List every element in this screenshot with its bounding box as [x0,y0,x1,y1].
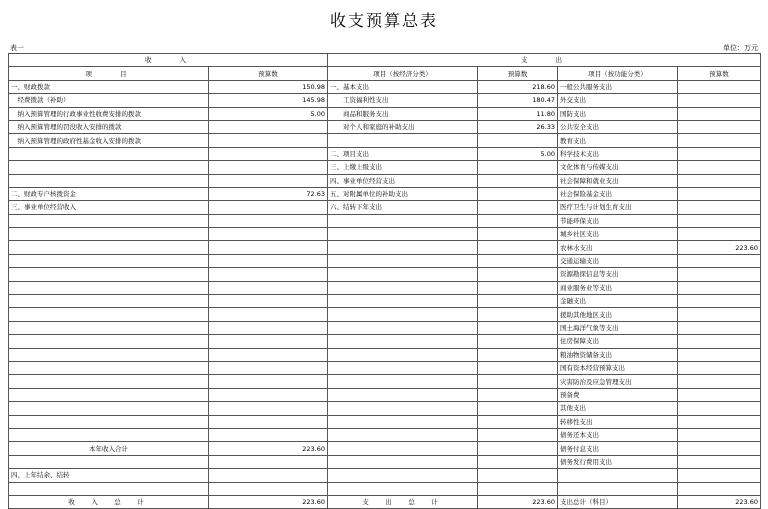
income-budget-cell: 72.63 [209,187,328,200]
func-item-cell: 外交支出 [558,94,678,107]
econ-item-cell [328,361,478,374]
econ-item-cell [328,455,478,468]
func-budget-cell [678,375,761,388]
econ-budget-cell [478,375,558,388]
func-budget-cell [678,214,761,227]
func-budget-cell [678,201,761,214]
income-budget-cell [209,147,328,160]
table-row [9,482,761,495]
econ-item-cell: 商品和服务支出 [328,107,478,120]
income-item-cell [9,415,209,428]
econ-budget-cell [478,214,558,227]
econ-item-cell: 对个人和家庭的补助支出 [328,120,478,133]
econ-item-cell [328,442,478,455]
func-item-cell: 教育支出 [558,134,678,147]
table-row [9,94,761,107]
func-item-cell: 住房保障支出 [558,335,678,348]
func-budget-cell [678,415,761,428]
func-item-cell: 援助其他地区支出 [558,308,678,321]
income-item-cell: 收 入 总 计 [9,495,209,508]
econ-budget-cell [478,174,558,187]
econ-item-cell [328,295,478,308]
func-budget-cell [678,268,761,281]
income-budget-cell [209,214,328,227]
table-row [9,335,761,348]
econ-budget-cell [478,254,558,267]
econ-item-cell: 工资福利性支出 [328,94,478,107]
econ-item-cell [328,469,478,482]
income-budget-cell: 223.60 [209,442,328,455]
func-item-cell: 国土海洋气象等支出 [558,321,678,334]
func-budget-cell [678,107,761,120]
func-budget-cell [678,254,761,267]
econ-item-cell [328,214,478,227]
table-row [9,428,761,441]
table-row [9,455,761,468]
table-row [9,107,761,120]
econ-item-cell [328,402,478,415]
table-row [9,174,761,187]
func-budget-cell [678,281,761,294]
econ-budget-cell [478,308,558,321]
func-item-cell: 农林水支出 [558,241,678,254]
income-budget-cell [209,415,328,428]
income-budget-cell [209,455,328,468]
econ-item-cell: 五、对附属单位的补助支出 [328,187,478,200]
table-row [9,214,761,227]
income-budget-cell [209,482,328,495]
income-item-cell [9,161,209,174]
header-row-1 [9,54,761,67]
income-item-cell [9,428,209,441]
func-budget-cell [678,388,761,401]
income-budget-cell [209,241,328,254]
econ-budget-cell [478,415,558,428]
income-item-cell [9,147,209,160]
econ-budget-cell [478,469,558,482]
func-budget-cell [678,228,761,241]
income-budget-cell [209,321,328,334]
econ-item-cell [328,254,478,267]
table-row [9,134,761,147]
income-item-cell: 二、财政专户核拨资金 [9,187,209,200]
func-budget-cell: 223.60 [678,495,761,508]
func-budget-cell [678,174,761,187]
func-item-cell: 资源勘探信息等支出 [558,268,678,281]
econ-budget-cell [478,442,558,455]
econ-item-cell [328,415,478,428]
func-item-cell: 文化体育与传媒支出 [558,161,678,174]
econ-item-cell [328,268,478,281]
func-item-cell: 节能环保支出 [558,214,678,227]
table-row [9,228,761,241]
func-budget-cell [678,187,761,200]
econ-item-cell: 三、上缴上级支出 [328,161,478,174]
func-item-cell: 商业服务业等支出 [558,281,678,294]
func-budget-cell [678,134,761,147]
income-budget-cell [209,281,328,294]
econ-budget-cell: 26.33 [478,120,558,133]
econ-budget-cell [478,281,558,294]
func-item-cell: 债务付息支出 [558,442,678,455]
income-item-cell [9,321,209,334]
func-budget-cell [678,348,761,361]
func-item-cell: 债务发行费用支出 [558,455,678,468]
income-item-cell: 纳入预算管理的行政事业性收费安排的拨款 [9,107,209,120]
func-budget-cell [678,455,761,468]
table-row [9,495,761,508]
unit-label: 单位：万元 [723,44,758,52]
table-number: 表一 [10,44,24,52]
table-row [9,308,761,321]
income-budget-cell: 150.98 [209,80,328,93]
income-item-cell: 本年收入合计 [9,442,209,455]
econ-item-cell [328,375,478,388]
func-item-cell: 支出总计（科目） [558,495,678,508]
func-budget-cell [678,469,761,482]
table-row [9,201,761,214]
func-item-cell: 灾害防治及应急管理支出 [558,375,678,388]
income-budget-cell: 223.60 [209,495,328,508]
table-row [9,241,761,254]
econ-budget-cell [478,295,558,308]
income-budget-cell [209,174,328,187]
income-budget-cell [209,361,328,374]
income-budget-cell [209,120,328,133]
econ-budget-cell: 11.80 [478,107,558,120]
func-budget-cell: 223.60 [678,241,761,254]
income-budget-cell [209,428,328,441]
func-item-cell [558,482,678,495]
income-budget-cell [209,134,328,147]
page-title: 收支预算总表 [329,11,438,30]
income-item-cell [9,335,209,348]
income-item-cell [9,348,209,361]
econ-item-cell [328,308,478,321]
income-header: 收 入 [9,54,328,67]
income-item-cell [9,295,209,308]
func-budget-cell [678,482,761,495]
func-budget-header: 预算数 [678,67,761,80]
income-budget-header: 预算数 [209,67,328,80]
income-item-cell [9,402,209,415]
econ-budget-cell [478,335,558,348]
func-item-cell [558,469,678,482]
income-budget-cell [209,254,328,267]
func-budget-cell [678,147,761,160]
econ-budget-cell [478,482,558,495]
func-budget-cell [678,361,761,374]
econ-budget-cell: 218.60 [478,80,558,93]
econ-budget-cell: 223.60 [478,495,558,508]
func-budget-cell [678,80,761,93]
econ-item-cell [328,335,478,348]
econ-item-cell [328,281,478,294]
income-budget-cell [209,388,328,401]
func-budget-cell [678,402,761,415]
func-budget-cell [678,428,761,441]
econ-item-cell [328,428,478,441]
econ-item-cell: 一、基本支出 [328,80,478,93]
income-budget-cell [209,469,328,482]
income-item-cell: 三、事业单位经营收入 [9,201,209,214]
econ-budget-cell [478,201,558,214]
income-budget-cell [209,268,328,281]
func-item-cell: 国防支出 [558,107,678,120]
table-row [9,348,761,361]
econ-budget-cell [478,134,558,147]
econ-item-cell [328,134,478,147]
econ-item-cell [328,241,478,254]
func-budget-cell [678,442,761,455]
func-item-cell: 粮油物资储备支出 [558,348,678,361]
table-row [9,375,761,388]
func-item-cell: 一般公共服务支出 [558,80,678,93]
func-item-cell: 交通运输支出 [558,254,678,267]
income-item-cell: 一、财政拨款 [9,80,209,93]
table-row [9,161,761,174]
income-item-cell [9,174,209,187]
budget-summary-table [8,53,761,509]
income-budget-cell [209,228,328,241]
income-budget-cell [209,161,328,174]
income-budget-cell [209,201,328,214]
table-row [9,415,761,428]
econ-budget-cell [478,361,558,374]
table-row [9,402,761,415]
income-item-cell [9,455,209,468]
income-item-cell [9,214,209,227]
func-budget-cell [678,161,761,174]
func-item-cell: 其他支出 [558,402,678,415]
econ-item-cell: 六、结转下年支出 [328,201,478,214]
func-budget-cell [678,94,761,107]
income-item-cell: 经费拨款（补助） [9,94,209,107]
econ-budget-cell [478,321,558,334]
table-row [9,321,761,334]
econ-budget-header: 预算数 [478,67,558,80]
func-budget-cell [678,120,761,133]
func-item-cell: 城乡社区支出 [558,228,678,241]
table-row [9,254,761,267]
income-item-cell: 纳入预算管理的罚没收入安排的拨款 [9,120,209,133]
econ-budget-cell [478,428,558,441]
econ-budget-cell [478,187,558,200]
header-row-2 [9,67,761,80]
func-item-cell: 社会保险基金支出 [558,187,678,200]
table-row [9,268,761,281]
func-item-cell: 医疗卫生与计划生育支出 [558,201,678,214]
func-item-cell: 预备费 [558,388,678,401]
func-item-cell: 公共安全支出 [558,120,678,133]
econ-budget-cell [478,241,558,254]
econ-budget-cell [478,388,558,401]
table-row [9,120,761,133]
econ-budget-cell [478,268,558,281]
table-row [9,187,761,200]
econ-item-header: 项目（按经济分类） [328,67,478,80]
econ-item-cell [328,482,478,495]
income-item-cell: 四、上年结余、结转 [9,469,209,482]
income-budget-cell [209,295,328,308]
table-row [9,281,761,294]
func-budget-cell [678,321,761,334]
income-item-cell [9,308,209,321]
income-item-cell [9,388,209,401]
econ-item-cell: 二、项目支出 [328,147,478,160]
income-item-cell [9,281,209,294]
econ-item-cell: 支 出 总 计 [328,495,478,508]
income-budget-cell [209,308,328,321]
func-item-cell: 金融支出 [558,295,678,308]
income-budget-cell [209,375,328,388]
econ-item-cell [328,321,478,334]
func-budget-cell [678,295,761,308]
income-budget-cell: 145.98 [209,94,328,107]
econ-budget-cell [478,161,558,174]
income-item-cell [9,254,209,267]
func-item-cell: 转移性支出 [558,415,678,428]
econ-item-cell [328,228,478,241]
func-item-cell: 科学技术支出 [558,147,678,160]
income-item-cell [9,241,209,254]
func-item-cell: 债务还本支出 [558,428,678,441]
income-item-cell [9,361,209,374]
income-budget-cell [209,402,328,415]
func-item-cell: 国有资本经营预算支出 [558,361,678,374]
table-row [9,388,761,401]
income-budget-cell [209,348,328,361]
income-item-header: 项 目 [9,67,209,80]
expense-header: 支 出 [328,54,761,67]
econ-budget-cell: 180.47 [478,94,558,107]
econ-budget-cell [478,402,558,415]
econ-item-cell: 四、事业单位经营支出 [328,174,478,187]
income-item-cell: 纳入预算管理的政府性基金收入安排的拨款 [9,134,209,147]
econ-budget-cell: 5.00 [478,147,558,160]
income-item-cell [9,375,209,388]
table-row [9,442,761,455]
econ-budget-cell [478,348,558,361]
income-item-cell [9,482,209,495]
econ-budget-cell [478,455,558,468]
econ-item-cell [328,388,478,401]
econ-item-cell [328,348,478,361]
table-row [9,295,761,308]
func-item-cell: 社会保障和就业支出 [558,174,678,187]
func-budget-cell [678,335,761,348]
func-budget-cell [678,308,761,321]
table-row [9,469,761,482]
income-budget-cell: 5.00 [209,107,328,120]
income-budget-cell [209,335,328,348]
func-item-header: 项目（按功能分类） [558,67,678,80]
table-row [9,361,761,374]
table-row [9,147,761,160]
income-item-cell [9,268,209,281]
econ-budget-cell [478,228,558,241]
table-row [9,80,761,93]
income-item-cell [9,228,209,241]
